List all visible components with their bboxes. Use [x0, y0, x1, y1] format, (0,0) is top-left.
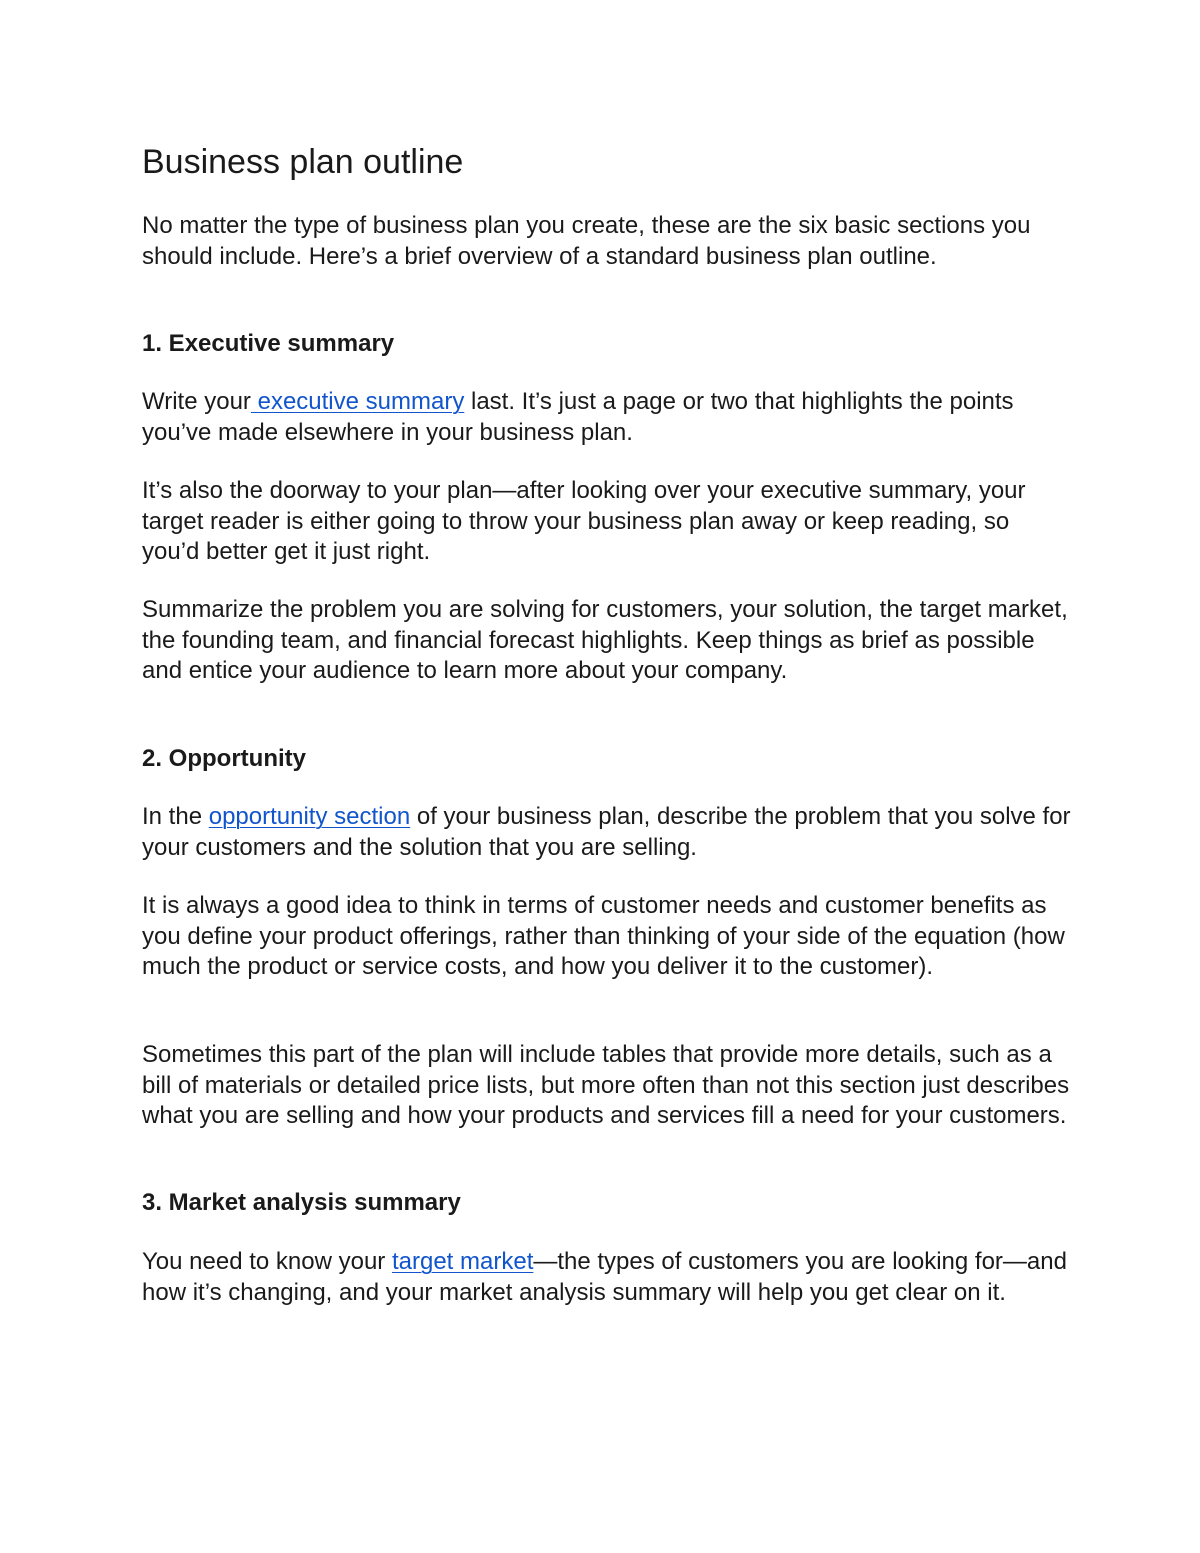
paragraph-text: Write your — [142, 388, 251, 415]
executive-summary-paragraph-1 — [142, 387, 1072, 448]
paragraph-text: In the — [142, 803, 209, 830]
paragraph-text: of your business plan, describe the problem that you solve for your customers and the solution that you are selling. — [142, 803, 1071, 861]
opportunity-section-link[interactable]: opportunity section — [208, 803, 411, 830]
opportunity-paragraph-3: Sometimes this part of the plan will include tables that provide more details, such as a bill of materials or detailed price lists, but more often than not this section just describes what you are selling and how your products and services fill a need for your customers. — [142, 1041, 1070, 1129]
paragraph-text: You need to know your — [142, 1248, 392, 1275]
intro-paragraph: No matter the type of business plan you create, these are the six basic sections you should include. Here’s a brief overview of a standard business plan outline. — [142, 212, 1031, 270]
opportunity-paragraph-1 — [142, 802, 1072, 863]
section-heading-opportunity: 2. Opportunity — [142, 745, 306, 772]
section-heading-executive-summary: 1. Executive summary — [142, 330, 395, 357]
document-title: Business plan outline — [142, 143, 464, 181]
target-market-link[interactable]: target market — [391, 1248, 534, 1275]
market-analysis-paragraph-1 — [142, 1247, 1072, 1308]
paragraph-text: last. It’s just a page or two that highlights the points you’ve made elsewhere in your business plan. — [142, 388, 1014, 446]
opportunity-paragraph-2: It is always a good idea to think in terms of customer needs and customer benefits as you define your product offerings, rather than thinking of your side of the equation (how much the product or service costs, and how you deliver it to the customer). — [142, 892, 1065, 980]
paragraph-text: —the types of customers you are looking for—and how it’s changing, and your market analysis summary will help you get clear on it. — [142, 1248, 1067, 1306]
executive-summary-paragraph-3: Summarize the problem you are solving for customers, your solution, the target market, the founding team, and financial forecast highlights. Keep things as brief as possible and entice your audience to learn more about your company. — [142, 596, 1068, 684]
section-heading-market-analysis-summary: 3. Market analysis summary — [142, 1189, 461, 1216]
executive-summary-link[interactable]: executive summary — [250, 388, 465, 415]
executive-summary-paragraph-2: It’s also the doorway to your plan—after looking over your executive summary, your target reader is either going to throw your business plan away or keep reading, so you’d better get it just right. — [142, 477, 1026, 565]
